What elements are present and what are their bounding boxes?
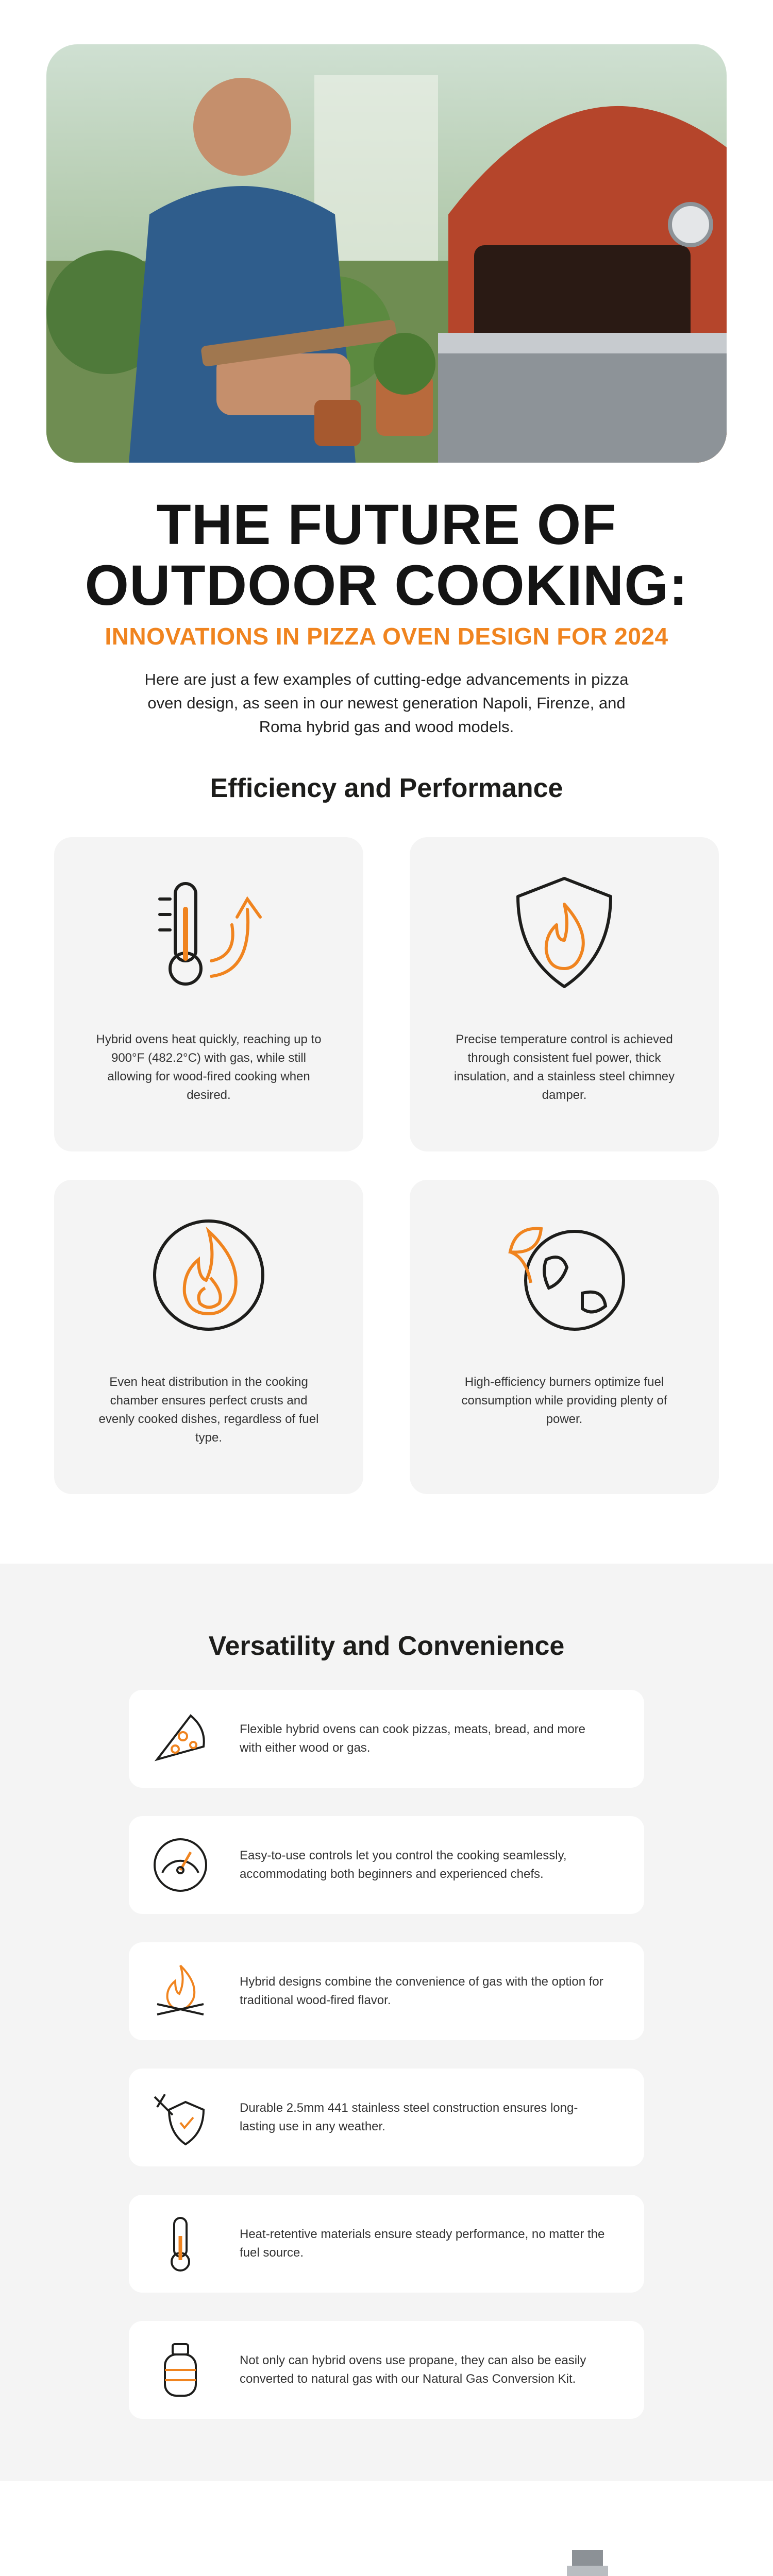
page-title <box>0 495 773 616</box>
title-line-2: OUTDOOR COOKING: <box>85 554 688 617</box>
gas-tank-icon <box>149 2339 211 2401</box>
thermometer-heat-icon <box>144 868 273 997</box>
list-item-text: Flexible hybrid ovens can cook pizzas, meats, bread, and more with either wood or gas. <box>240 1722 586 1755</box>
list-item-text: Heat-retentive materials ensure steady performance, no matter the fuel source. <box>240 2227 605 2260</box>
flame-shield-icon <box>500 868 629 997</box>
pizza-oven-illustration <box>453 2540 721 2576</box>
campfire-icon <box>149 1960 211 2022</box>
intro-text: Here are just a few examples of cutting-edge advancements in pizza oven design, as seen in our newest generation Napoli, Firenze, and Roma hybrid gas and wood models. <box>144 670 629 736</box>
subtitle: INNOVATIONS IN PIZZA OVEN DESIGN FOR 2024 <box>105 623 668 650</box>
versatility-heading: Versatility and Convenience <box>208 1631 565 1661</box>
efficiency-card <box>410 837 719 1151</box>
efficiency-card-text: High-efficiency burners optimize fuel consumption while providing plenty of power. <box>461 1375 667 1426</box>
hero-photo <box>46 44 727 463</box>
list-item <box>129 2069 644 2166</box>
list-item <box>129 2321 644 2419</box>
list-item-text: Hybrid designs combine the convenience of gas with the option for traditional wood-fired flavor. <box>240 1975 603 2007</box>
list-item-text: Not only can hybrid ovens use propane, they can also be easily converted to natural gas with our Natural Gas Conversion Kit. <box>240 2353 586 2386</box>
list-item <box>129 2195 644 2293</box>
pizza-slice-icon <box>149 1708 211 1770</box>
efficiency-card-text: Hybrid ovens heat quickly, reaching up to 900°F (482.2°C) with gas, while still allowing for wood-fired cooking when desired. <box>96 1032 322 1102</box>
efficiency-card-text: Even heat distribution in the cooking chamber ensures perfect crusts and evenly cooked dishes, regardless of fuel type. <box>98 1375 319 1445</box>
efficiency-card <box>54 837 363 1151</box>
durable-shield-icon <box>149 2087 211 2148</box>
efficiency-card <box>410 1180 719 1494</box>
fire-circle-icon <box>144 1211 273 1340</box>
list-item <box>129 1690 644 1788</box>
efficiency-heading: Efficiency and Performance <box>210 773 563 803</box>
gauge-icon <box>149 1834 211 1896</box>
list-item-text: Easy-to-use controls let you control the cooking seamlessly, accommodating both beginners and experienced chefs. <box>240 1849 567 1881</box>
eco-globe-icon <box>500 1211 629 1340</box>
list-item <box>129 1942 644 2040</box>
efficiency-card <box>54 1180 363 1494</box>
thermometer-icon <box>149 2213 211 2275</box>
efficiency-card-text: Precise temperature control is achieved through consistent fuel power, thick insulation, and a stainless steel chimney damper. <box>453 1032 675 1102</box>
list-item-text: Durable 2.5mm 441 stainless steel construction ensures long-lasting use in any weather. <box>240 2101 578 2133</box>
list-item <box>129 1816 644 1914</box>
title-line-1: THE FUTURE OF <box>156 493 617 556</box>
